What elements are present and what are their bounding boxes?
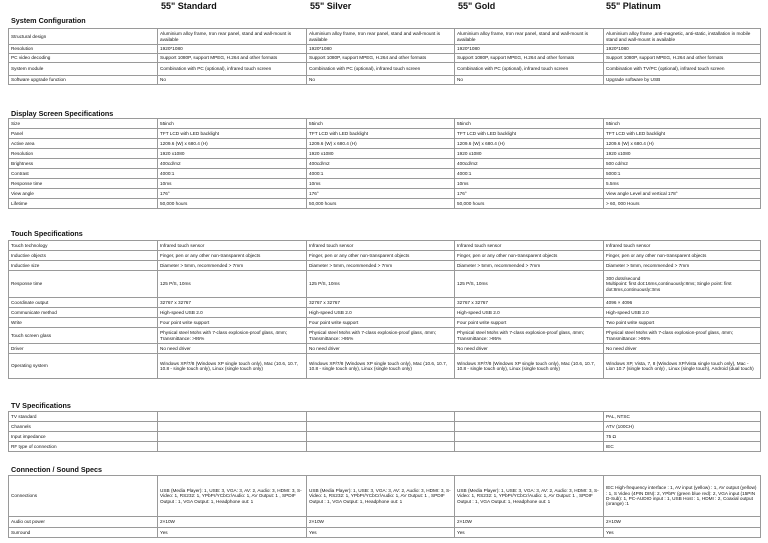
cell-platinum: 500 cd/m2 — [604, 159, 761, 169]
cell-gold: Yes — [455, 528, 604, 538]
cell-platinum: > 60, 000 Hours — [604, 199, 761, 209]
cell-standard — [158, 422, 307, 432]
cell-platinum: ATV (100CH) — [604, 422, 761, 432]
cell-gold: Windows XP/7/8 (Windows XP single touch only), Mac (10.6, 10.7, 10.8 - single touch only), Linux (single touch only) — [455, 354, 604, 379]
cell-label: Structural design — [9, 29, 158, 45]
cell-standard: Aluminium alloy frame, Iron rear panel, stand and wall-mount is available — [158, 29, 307, 45]
section-title-connection-sound-specs: Connection / Sound Specs — [11, 465, 103, 474]
cell-standard: Infrared touch sensor — [158, 241, 307, 251]
cell-label: Brightness — [9, 159, 158, 169]
table-row — [9, 241, 761, 251]
cell-platinum: 5.5ms — [604, 179, 761, 189]
cell-label: System module — [9, 63, 158, 76]
table-row — [9, 432, 761, 442]
cell-platinum: IEC — [604, 442, 761, 452]
cell-standard: 1920 x1080 — [158, 149, 307, 159]
cell-silver: TFT LCD with LED backlight — [307, 129, 455, 139]
cell-standard — [158, 412, 307, 422]
cell-label: RF type of connection — [9, 442, 158, 452]
cell-standard: 176° — [158, 189, 307, 199]
table-row — [9, 251, 761, 261]
cell-standard: USB (Media Player): 1, USB: 3, VGA: 3, AV: 2, Audio: 3, HDMI: 3, S-Video: 1, RS232: 1, YPbPr/YCbCr/Audio: 1, AV Output: 1 , SPDIF Output : 1, VGA Output: 1, Headphone out: 1 — [158, 476, 307, 517]
cell-label: Driver — [9, 344, 158, 354]
table-row — [9, 354, 761, 379]
cell-platinum: IEC High-frequency interface : 1, AV input (yellow) : 1, AV output (yellow) : 1, S Video (4PIN DIN): 2, YPbPr (green blue red): 2, VGA input (15PIN D-Sub): 1, PC-AUDIO input : 1, USB Host : 1, HDMI : 2, Coaxial output (orange) :1 — [604, 476, 761, 517]
cell-silver: USB (Media Player): 1, USB: 3, VGA: 3, AV: 2, Audio: 3, HDMI: 3, S-Video: 1, RS232: 1, YPbPr/YCbCr/Audio: 1, AV Output: 1 , SPDIF Output : 1, VGA Output: 1, Headphone out: 1 — [307, 476, 455, 517]
cell-silver: No — [307, 76, 455, 85]
table-row — [9, 442, 761, 452]
cell-platinum: Finger, pen or any other non-transparent objects — [604, 251, 761, 261]
cell-label: Audio out power — [9, 517, 158, 528]
cell-label: Channels — [9, 422, 158, 432]
cell-gold: 50,000 hours — [455, 199, 604, 209]
cell-standard: 125 P/S, 10ms — [158, 271, 307, 298]
cell-standard: No need driver — [158, 344, 307, 354]
cell-gold: Physical steel Mohs with 7-class explosion-proof glass, 4mm; Transmittance: >95% — [455, 328, 604, 344]
table-row — [9, 63, 761, 76]
cell-label: TV standard — [9, 412, 158, 422]
cell-label: Panel — [9, 129, 158, 139]
cell-gold: High-speed USB 2.0 — [455, 308, 604, 318]
cell-platinum: Infrared touch sensor — [604, 241, 761, 251]
cell-platinum: 2×10W — [604, 517, 761, 528]
section-title-tv-specifications: TV Specifications — [11, 401, 71, 410]
cell-label: Contrast — [9, 169, 158, 179]
cell-standard: 55inch — [158, 119, 307, 129]
cell-platinum: 1920*1080 — [604, 45, 761, 54]
table-row — [9, 129, 761, 139]
cell-silver: Support 1080P, support MPEG, H.264 and other formats — [307, 54, 455, 63]
cell-gold — [455, 432, 604, 442]
cell-silver: Yes — [307, 528, 455, 538]
cell-silver — [307, 412, 455, 422]
cell-gold: 1920 x1080 — [455, 149, 604, 159]
cell-platinum: 1209.6 (W) x 680.4 (H) — [604, 139, 761, 149]
cell-platinum: 5000:1 — [604, 169, 761, 179]
cell-standard: 400cd/m2 — [158, 159, 307, 169]
cell-gold: 1920*1080 — [455, 45, 604, 54]
table-row — [9, 328, 761, 344]
table-row — [9, 179, 761, 189]
header-platinum: 55" Platinum — [606, 1, 661, 11]
cell-platinum: High-speed USB 2.0 — [604, 308, 761, 318]
header-standard: 55" Standard — [161, 1, 217, 11]
cell-gold: Aluminium alloy frame, Iron rear panel, stand and wall-mount is available — [455, 29, 604, 45]
cell-silver: 32767 x 32767 — [307, 298, 455, 308]
table-row — [9, 189, 761, 199]
cell-gold — [455, 422, 604, 432]
cell-label: Lifetime — [9, 199, 158, 209]
cell-standard: 10ms — [158, 179, 307, 189]
cell-silver — [307, 432, 455, 442]
cell-silver — [307, 442, 455, 452]
cell-platinum: Diameter > 5mm, recommended > 7mm — [604, 261, 761, 271]
table-row — [9, 412, 761, 422]
cell-label: Active area — [9, 139, 158, 149]
cell-platinum: 75 Ω — [604, 432, 761, 442]
cell-platinum: Aluminium alloy frame ,anti-magnetic, anti-static, installation in mobile stand and wall-mount is available — [604, 29, 761, 45]
table-row — [9, 149, 761, 159]
table-row — [9, 45, 761, 54]
cell-gold: TFT LCD with LED backlight — [455, 129, 604, 139]
cell-silver: 176° — [307, 189, 455, 199]
cell-gold: 55inch — [455, 119, 604, 129]
table-row — [9, 169, 761, 179]
table-row — [9, 199, 761, 209]
cell-label: Response time — [9, 179, 158, 189]
cell-label: Connections — [9, 476, 158, 517]
cell-silver: Aluminium alloy frame, Iron rear panel, stand and wall-mount is available — [307, 29, 455, 45]
cell-gold — [455, 412, 604, 422]
cell-platinum: Support 1080P, support MPEG, H.264 and other formats — [604, 54, 761, 63]
cell-label: PC video decoding — [9, 54, 158, 63]
cell-silver: Diameter > 5mm, recommended > 7mm — [307, 261, 455, 271]
cell-gold: 10ms — [455, 179, 604, 189]
cell-gold: Combination with PC (optional), infrared touch screen — [455, 63, 604, 76]
table-row — [9, 318, 761, 328]
spec-table-system-configuration — [8, 28, 761, 85]
cell-gold: 4000:1 — [455, 169, 604, 179]
cell-standard: Support 1080P, support MPEG, H.264 and other formats — [158, 54, 307, 63]
cell-label: Software upgrade function — [9, 76, 158, 85]
cell-label: View angle — [9, 189, 158, 199]
table-row — [9, 298, 761, 308]
table-row — [9, 517, 761, 528]
cell-label: Size — [9, 119, 158, 129]
table-row — [9, 528, 761, 538]
cell-gold: 400cd/m2 — [455, 159, 604, 169]
section-title-touch-specifications: Touch Specifications — [11, 229, 83, 238]
cell-standard: Yes — [158, 528, 307, 538]
cell-standard: 2×10W — [158, 517, 307, 528]
cell-silver: 4000:1 — [307, 169, 455, 179]
cell-standard: Combination with PC (optional), infrared touch screen — [158, 63, 307, 76]
table-row — [9, 308, 761, 318]
cell-standard: TFT LCD with LED backlight — [158, 129, 307, 139]
cell-gold: Infrared touch sensor — [455, 241, 604, 251]
cell-silver: 50,000 hours — [307, 199, 455, 209]
table-row — [9, 119, 761, 129]
cell-silver: 125 P/S, 10ms — [307, 271, 455, 298]
cell-platinum: Windows XP, Vista, 7, 8 (Windows XP/Vista single touch only), Mac - Lion 10.7 (single touch only) , Linux (single touch), Android (dual touch) — [604, 354, 761, 379]
cell-standard: Windows XP/7/8 (Windows XP single touch only), Mac (10.6, 10.7, 10.8 - single touch only), Linux (single touch only) — [158, 354, 307, 379]
cell-platinum: Combination with TV/PC (optional), infrared touch screen — [604, 63, 761, 76]
table-row — [9, 29, 761, 45]
cell-gold: No need driver — [455, 344, 604, 354]
cell-silver: 1209.6 (W) x 680.4 (H) — [307, 139, 455, 149]
cell-standard: Four point write support — [158, 318, 307, 328]
cell-gold: Finger, pen or any other non-transparent objects — [455, 251, 604, 261]
cell-silver: 10ms — [307, 179, 455, 189]
cell-label: Coordinate output — [9, 298, 158, 308]
table-row — [9, 76, 761, 85]
cell-standard: 50,000 hours — [158, 199, 307, 209]
cell-standard: High-speed USB 2.0 — [158, 308, 307, 318]
cell-silver: 2×10W — [307, 517, 455, 528]
cell-gold: Support 1080P, support MPEG, H.264 and other formats — [455, 54, 604, 63]
cell-gold — [455, 442, 604, 452]
cell-platinum: 55inch — [604, 119, 761, 129]
cell-label: Resolution — [9, 149, 158, 159]
cell-silver: Four point write support — [307, 318, 455, 328]
cell-standard: 1920*1080 — [158, 45, 307, 54]
cell-standard: Finger, pen or any other non-transparent objects — [158, 251, 307, 261]
cell-gold: 1209.6 (W) x 680.4 (H) — [455, 139, 604, 149]
cell-platinum: Physical steel Mohs with 7-class explosion-proof glass, 4mm; Transmittance: >95% — [604, 328, 761, 344]
table-row — [9, 139, 761, 149]
cell-gold: 32767 x 32767 — [455, 298, 604, 308]
spec-table-connection-sound-specs — [8, 475, 761, 538]
cell-platinum: 300 dots/second Multipoint: first dot:16ms,continuously:8ms; Single point: first dot:8ms,continuously:3ms — [604, 271, 761, 298]
cell-silver: 1920 x1080 — [307, 149, 455, 159]
cell-label: Input impedance — [9, 432, 158, 442]
cell-label: Touch screen glass — [9, 328, 158, 344]
spec-table-touch-specifications — [8, 240, 761, 379]
cell-silver: Infrared touch sensor — [307, 241, 455, 251]
cell-standard: No — [158, 76, 307, 85]
cell-silver: 55inch — [307, 119, 455, 129]
cell-gold: No — [455, 76, 604, 85]
table-row — [9, 159, 761, 169]
cell-silver: Finger, pen or any other non-transparent objects — [307, 251, 455, 261]
spec-table-tv-specifications — [8, 411, 761, 452]
cell-label: Inductive objects — [9, 251, 158, 261]
cell-platinum: TFT LCD with LED backlight — [604, 129, 761, 139]
cell-silver: No need driver — [307, 344, 455, 354]
cell-standard: Diameter > 5mm, recommended > 7mm — [158, 261, 307, 271]
cell-silver: 1920*1080 — [307, 45, 455, 54]
cell-standard: 32767 x 32767 — [158, 298, 307, 308]
cell-platinum: 4096 × 4096 — [604, 298, 761, 308]
cell-platinum: Yes — [604, 528, 761, 538]
section-title-system-configuration: System Configuration — [11, 16, 86, 25]
cell-label: Inductive size — [9, 261, 158, 271]
cell-gold: 176° — [455, 189, 604, 199]
cell-silver: Windows XP/7/8 (Windows XP single touch only), Mac (10.6, 10.7, 10.8 - single touch only), Linux (single touch only) — [307, 354, 455, 379]
cell-label: Response time — [9, 271, 158, 298]
table-row — [9, 261, 761, 271]
cell-label: Touch technology — [9, 241, 158, 251]
cell-gold: Four point write support — [455, 318, 604, 328]
table-row — [9, 422, 761, 432]
cell-standard: 1209.6 (W) x 680.4 (H) — [158, 139, 307, 149]
cell-platinum: Upgrade software by USB — [604, 76, 761, 85]
cell-standard — [158, 442, 307, 452]
cell-silver: Physical steel Mohs with 7-class explosion-proof glass, 4mm; Transmittance: >95% — [307, 328, 455, 344]
spec-table-display-screen-specifications — [8, 118, 761, 209]
cell-platinum: View angle Level and vertical 178° — [604, 189, 761, 199]
cell-gold: 125 P/S, 10ms — [455, 271, 604, 298]
cell-label: Resolution — [9, 45, 158, 54]
header-gold: 55" Gold — [458, 1, 496, 11]
cell-silver: Combination with PC (optional), infrared touch screen — [307, 63, 455, 76]
cell-label: Surround — [9, 528, 158, 538]
cell-platinum: PAL, NTSC — [604, 412, 761, 422]
cell-silver: 400cd/m2 — [307, 159, 455, 169]
cell-platinum: No need driver — [604, 344, 761, 354]
cell-standard: Physical steel Mohs with 7-class explosion-proof glass, 4mm; Transmittance: >95% — [158, 328, 307, 344]
table-row — [9, 344, 761, 354]
cell-label: Operating system — [9, 354, 158, 379]
header-silver: 55" Silver — [310, 1, 352, 11]
table-row — [9, 54, 761, 63]
table-row — [9, 271, 761, 298]
column-headers — [0, 0, 768, 12]
cell-gold: Diameter > 5mm, recommended > 7mm — [455, 261, 604, 271]
cell-silver: High-speed USB 2.0 — [307, 308, 455, 318]
cell-platinum: 1920 x1080 — [604, 149, 761, 159]
cell-standard — [158, 432, 307, 442]
cell-label: Write — [9, 318, 158, 328]
cell-platinum: Two point write support — [604, 318, 761, 328]
table-row — [9, 476, 761, 517]
section-title-display-screen-specifications: Display Screen Specifications — [11, 109, 114, 118]
cell-silver — [307, 422, 455, 432]
cell-label: Communicate method — [9, 308, 158, 318]
cell-gold: USB (Media Player): 1, USB: 3, VGA: 3, AV: 2, Audio: 3, HDMI: 3, S-Video: 1, RS232: 1, YPbPr/YCbCr/Audio: 1, AV Output: 1 , SPDIF Output : 1, VGA Output: 1, Headphone out: 1 — [455, 476, 604, 517]
cell-gold: 2×10W — [455, 517, 604, 528]
cell-standard: 4000:1 — [158, 169, 307, 179]
